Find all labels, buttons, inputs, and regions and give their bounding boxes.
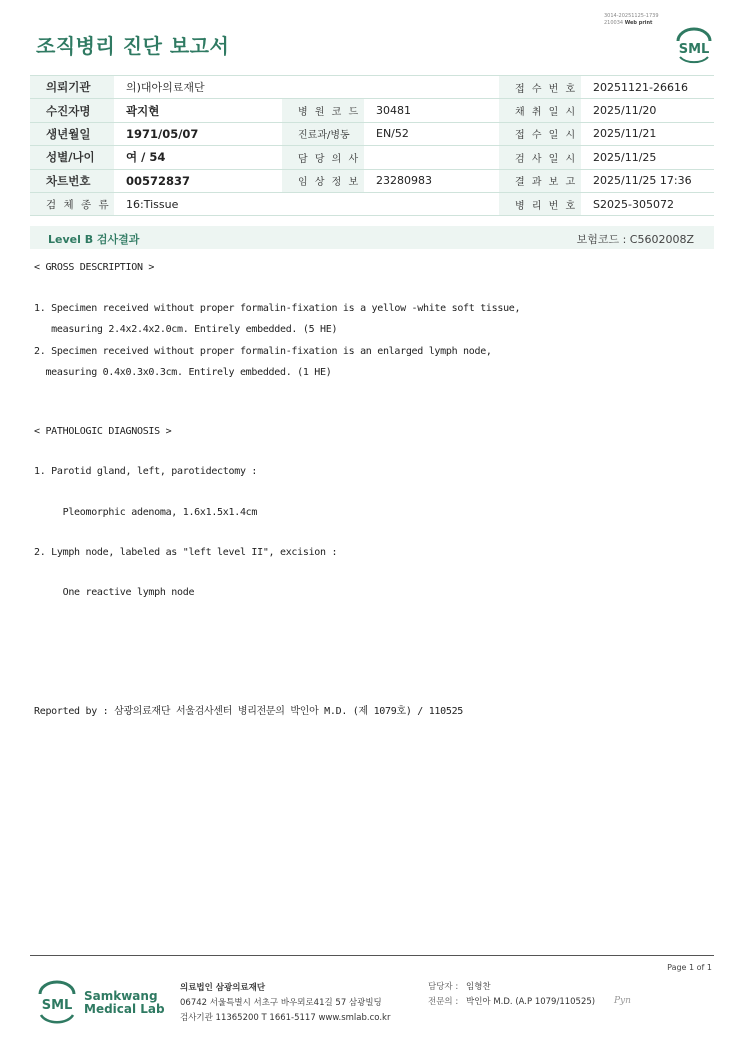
info-label: 병 원 코 드 [282, 99, 364, 122]
print-stamp-line2 [604, 20, 659, 27]
svg-text:SML: SML [678, 42, 710, 57]
diagnosis-heading: < PATHOLOGIC DIAGNOSIS > [34, 426, 172, 437]
info-label: 결 과 보 고 [499, 169, 581, 192]
diagnosis-line: 1. Parotid gland, left, parotidectomy : [34, 466, 258, 477]
result-title: Level B 검사결과 [48, 233, 140, 246]
page-number: Page 1 of 1 [667, 963, 712, 972]
print-stamp [604, 13, 659, 27]
company-line2: Medical Lab [84, 1002, 165, 1016]
info-value: 의)대아의료재단 [114, 76, 499, 99]
info-row [30, 146, 714, 169]
info-value: S2025-305072 [581, 192, 714, 215]
info-label: 접 수 일 시 [499, 122, 581, 145]
info-label: 병 리 번 호 [499, 192, 581, 215]
info-value: 2025/11/21 [581, 122, 714, 145]
footer-org-info [180, 981, 390, 1026]
info-value: 20251121-26616 [581, 76, 714, 99]
info-value: 23280983 [364, 169, 499, 192]
gross-line: measuring 2.4x2.4x2.0cm. Entirely embedded. (5 HE) [34, 324, 338, 335]
info-value: 00572837 [114, 169, 282, 192]
org-address: 06742 서울특별시 서초구 바우뫼로41길 57 삼광빌딩 [180, 998, 382, 1008]
staff-label: 담당자 : [428, 982, 459, 992]
info-row [30, 192, 714, 215]
info-label: 임 상 정 보 [282, 169, 364, 192]
print-stamp-line1: 3014-20251125-1739 [604, 13, 659, 19]
specialist-name: 박인아 M.D. (A.P 1079/110525) [466, 997, 596, 1007]
info-label: 차트번호 [30, 169, 114, 192]
gross-heading: < GROSS DESCRIPTION > [34, 262, 155, 273]
info-value: 16:Tissue [114, 192, 499, 215]
result-bar [30, 226, 714, 249]
info-label: 수진자명 [30, 99, 114, 122]
sml-logo [674, 26, 714, 64]
info-label: 진료과/병동 [282, 122, 364, 145]
info-label: 검 체 종 류 [30, 192, 114, 215]
info-label: 검 사 일 시 [499, 146, 581, 169]
info-value: 2025/11/25 17:36 [581, 169, 714, 192]
gross-line: 1. Specimen received without proper formalin-fixation is a yellow -white soft tissue, [34, 303, 521, 314]
footer-staff [428, 980, 595, 1010]
diagnosis-result: One reactive lymph node [34, 587, 195, 598]
info-row [30, 99, 714, 122]
company-line1: Samkwang [84, 989, 158, 1003]
print-stamp-id: 210034 [604, 20, 624, 26]
info-value: 곽지현 [114, 99, 282, 122]
diagnosis-result: Pleomorphic adenoma, 1.6x1.5x1.4cm [34, 507, 258, 518]
info-value: 여 / 54 [114, 146, 282, 169]
diagnosis-line: 2. Lymph node, labeled as "left level II", excision : [34, 547, 338, 558]
gross-line: 2. Specimen received without proper formalin-fixation is an enlarged lymph node, [34, 346, 492, 357]
footer-divider [30, 955, 714, 956]
info-row [30, 76, 714, 99]
org-name: 의료법인 삼광의료재단 [180, 983, 266, 993]
staff-line [428, 980, 595, 995]
info-label: 담 당 의 사 [282, 146, 364, 169]
info-label: 생년월일 [30, 122, 114, 145]
info-row [30, 122, 714, 145]
specialist-line [428, 995, 595, 1010]
staff-name: 임형찬 [466, 982, 491, 992]
info-value [364, 146, 499, 169]
info-label: 채 취 일 시 [499, 99, 581, 122]
patient-info-table [30, 75, 714, 216]
print-stamp-tag: Web print [624, 20, 653, 26]
svg-text:SML: SML [41, 998, 73, 1013]
info-value: 2025/11/25 [581, 146, 714, 169]
info-label: 의뢰기관 [30, 76, 114, 99]
gross-line: measuring 0.4x0.3x0.3cm. Entirely embedded. (1 HE) [34, 367, 332, 378]
specialist-label: 전문의 : [428, 997, 459, 1007]
org-contact: 검사기관 11365200 T 1661-5117 www.smlab.co.kr [180, 1013, 391, 1023]
info-label: 성별/나이 [30, 146, 114, 169]
info-value: 1971/05/07 [114, 122, 282, 145]
info-value: EN/52 [364, 122, 499, 145]
company-name [84, 990, 165, 1016]
info-row [30, 169, 714, 192]
insurance-code: 보험코드 : C5602008Z [576, 233, 694, 246]
page-title: 조직병리 진단 보고서 [36, 34, 230, 58]
signature: Pyn [614, 996, 631, 1006]
reported-by: Reported by : 삼광의료재단 서울검사센터 병리전문의 박인아 M.D. (제 1079호) / 110525 [34, 706, 464, 717]
info-value: 2025/11/20 [581, 99, 714, 122]
info-value: 30481 [364, 99, 499, 122]
info-label: 접 수 번 호 [499, 76, 581, 99]
sml-logo-footer [36, 980, 78, 1026]
